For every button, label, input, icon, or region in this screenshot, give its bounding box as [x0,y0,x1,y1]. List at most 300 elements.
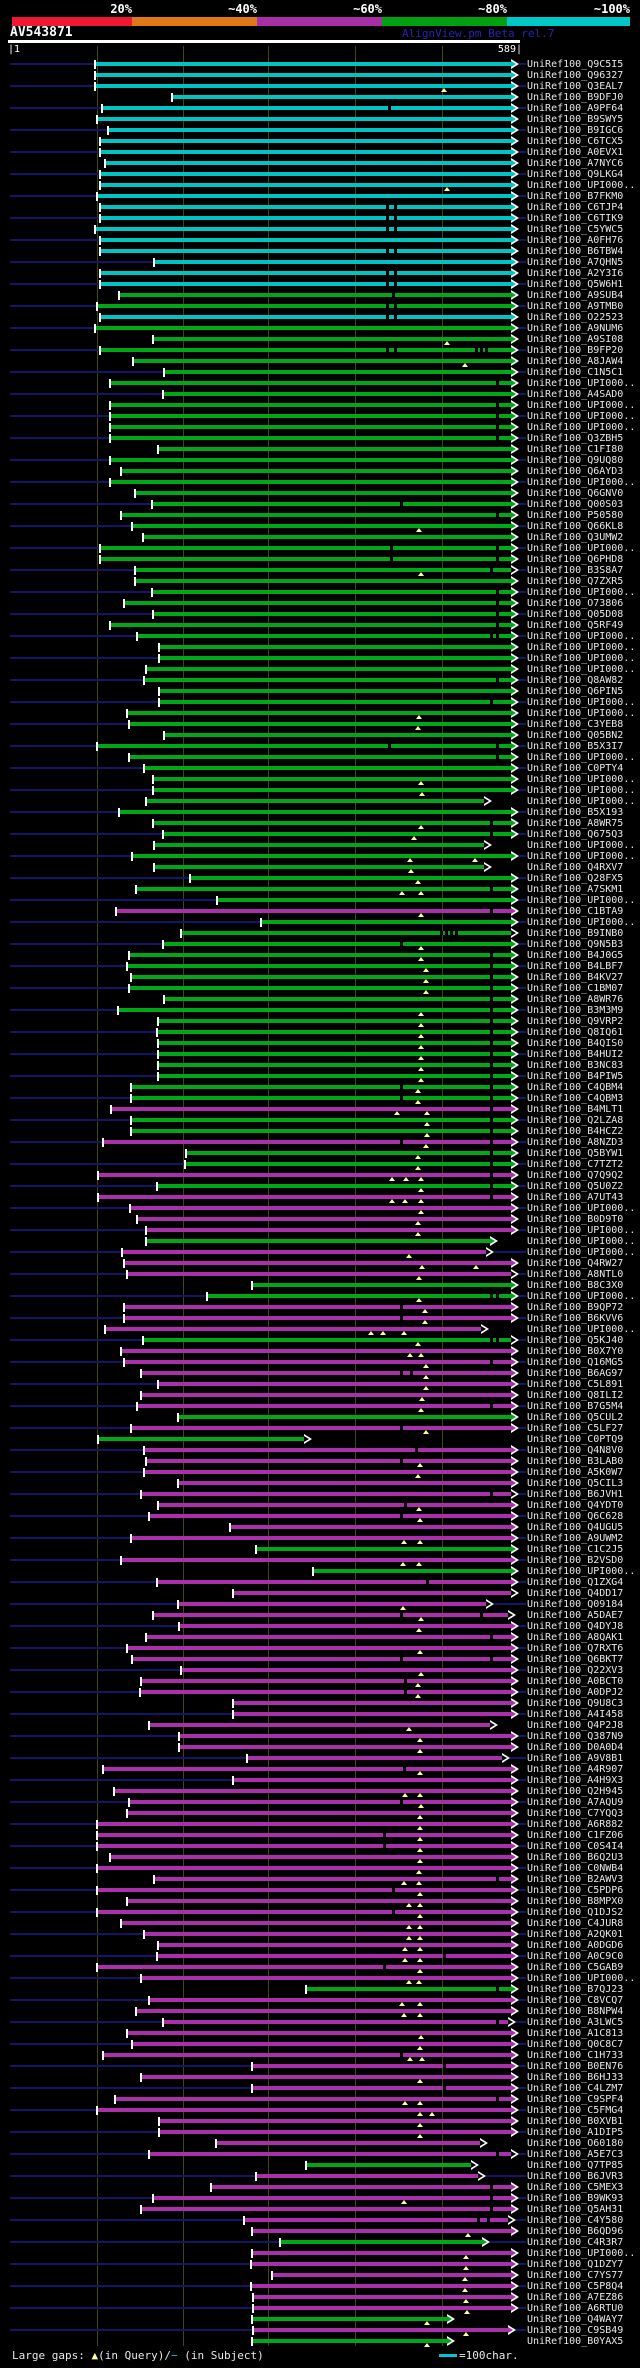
hit-bar[interactable] [158,1503,511,1507]
hit-bar[interactable] [178,1415,511,1419]
hit-label[interactable]: UniRef100_A0DPJ2 [527,1687,624,1698]
hit-bar[interactable] [253,2295,511,2299]
hit-bar[interactable] [95,62,511,66]
hit-bar[interactable] [95,73,511,77]
hit-label[interactable]: UniRef100_B6JVR3 [527,2171,624,2182]
hit-label[interactable]: UniRef100_Q9UQ80 [527,455,624,466]
hit-label[interactable]: UniRef100_B6QD96 [527,2226,624,2237]
hit-label[interactable]: UniRef100_UPI000.. [527,708,636,719]
hit-bar[interactable] [131,1536,511,1540]
hit-bar[interactable] [103,1140,511,1144]
hit-bar[interactable] [103,1767,511,1771]
hit-bar[interactable] [97,1910,511,1914]
hit-label[interactable]: UniRef100_Q1DJS2 [527,1907,624,1918]
hit-label[interactable]: UniRef100_Q4RW27 [527,1258,624,1269]
hit-label[interactable]: UniRef100_B4KV27 [527,972,624,983]
hit-bar[interactable] [149,1723,490,1727]
hit-label[interactable]: UniRef100_Q6PIN5 [527,686,624,697]
hit-bar[interactable] [100,238,511,242]
hit-label[interactable]: UniRef100_B4LBF7 [527,961,624,972]
hit-label[interactable]: UniRef100_Q6GNV0 [527,488,624,499]
hit-bar[interactable] [159,689,511,693]
hit-bar[interactable] [251,2262,511,2266]
hit-label[interactable]: UniRef100_UPI000.. [527,895,636,906]
hit-bar[interactable] [110,425,511,429]
hit-label[interactable]: UniRef100_B5X193 [527,807,624,818]
hit-bar[interactable] [95,227,511,231]
hit-label[interactable]: UniRef100_C9SB49 [527,2325,624,2336]
hit-bar[interactable] [152,590,511,594]
hit-label[interactable]: UniRef100_A6R882 [527,1819,624,1830]
hit-bar[interactable] [129,1800,511,1804]
hit-bar[interactable] [141,2207,511,2211]
hit-bar[interactable] [97,117,511,121]
hit-label[interactable]: UniRef100_Q09184 [527,1599,624,1610]
hit-bar[interactable] [127,2031,511,2035]
hit-bar[interactable] [110,1855,511,1859]
hit-bar[interactable] [247,1756,502,1760]
hit-label[interactable]: UniRef100_B0YAX5 [527,2336,624,2347]
hit-label[interactable]: UniRef100_Q7Q9Q2 [527,1170,624,1181]
hit-bar[interactable] [131,1426,511,1430]
hit-bar[interactable] [158,447,511,451]
hit-label[interactable]: UniRef100_C0NWB4 [527,1863,624,1874]
hit-label[interactable]: UniRef100_Q6BKT7 [527,1654,624,1665]
hit-label[interactable]: UniRef100_UPI000.. [527,840,636,851]
hit-bar[interactable] [159,656,511,660]
hit-label[interactable]: UniRef100_Q7ZXR5 [527,576,624,587]
hit-label[interactable]: UniRef100_A9TMB0 [527,301,624,312]
hit-label[interactable]: UniRef100_Q05D08 [527,609,624,620]
hit-label[interactable]: UniRef100_B0X7Y0 [527,1346,624,1357]
hit-bar[interactable] [154,843,484,847]
hit-bar[interactable] [146,667,511,671]
hit-bar[interactable] [154,260,511,264]
hit-bar[interactable] [157,1030,511,1034]
hit-label[interactable]: UniRef100_B4PIW5 [527,1071,624,1082]
hit-label[interactable]: UniRef100_C0PTY4 [527,763,624,774]
hit-bar[interactable] [261,920,511,924]
hit-bar[interactable] [157,1580,511,1584]
hit-label[interactable]: UniRef100_A0FH76 [527,235,624,246]
hit-bar[interactable] [164,370,511,374]
hit-bar[interactable] [280,2240,482,2244]
hit-bar[interactable] [110,623,511,627]
hit-label[interactable]: UniRef100_A8WR76 [527,994,624,1005]
hit-bar[interactable] [233,1591,511,1595]
hit-label[interactable]: UniRef100_B6AG97 [527,1368,624,1379]
hit-label[interactable]: UniRef100_A9SI08 [527,334,624,345]
hit-label[interactable]: UniRef100_UPI000.. [527,642,636,653]
hit-bar[interactable] [178,1481,511,1485]
hit-bar[interactable] [141,1492,511,1496]
hit-bar[interactable] [97,1833,511,1837]
hit-label[interactable]: UniRef100_C4R3R7 [527,2237,624,2248]
hit-bar[interactable] [127,1811,511,1815]
hit-label[interactable]: UniRef100_B6Q2U3 [527,1852,624,1863]
hit-bar[interactable] [158,1943,511,1947]
hit-bar[interactable] [137,634,511,638]
hit-bar[interactable] [97,1822,511,1826]
hit-label[interactable]: UniRef100_Q5KJ40 [527,1335,624,1346]
hit-label[interactable]: UniRef100_Q675Q3 [527,829,624,840]
hit-label[interactable]: UniRef100_A4H9X3 [527,1775,624,1786]
hit-label[interactable]: UniRef100_UPI000.. [527,1225,636,1236]
hit-bar[interactable] [233,1712,511,1716]
hit-bar[interactable] [116,909,511,913]
hit-label[interactable]: UniRef100_C1FI80 [527,444,624,455]
hit-bar[interactable] [115,2097,511,2101]
hit-label[interactable]: UniRef100_C1H733 [527,2050,624,2061]
hit-label[interactable]: UniRef100_B8C3X0 [527,1280,624,1291]
hit-label[interactable]: UniRef100_Q3EAL7 [527,81,624,92]
hit-bar[interactable] [153,788,511,792]
hit-label[interactable]: UniRef100_A4I458 [527,1709,624,1720]
hit-label[interactable]: UniRef100_UPI000.. [527,1291,636,1302]
hit-bar[interactable] [110,381,511,385]
hit-bar[interactable] [186,1151,511,1155]
hit-label[interactable]: UniRef100_B9DFJ0 [527,92,624,103]
hit-bar[interactable] [143,535,511,539]
hit-bar[interactable] [95,326,511,330]
hit-bar[interactable] [256,1547,511,1551]
hit-label[interactable]: UniRef100_Q5CUL2 [527,1412,624,1423]
hit-label[interactable]: UniRef100_A9UWM2 [527,1533,624,1544]
hit-label[interactable]: UniRef100_UPI000.. [527,400,636,411]
hit-bar[interactable] [313,1569,511,1573]
hit-label[interactable]: UniRef100_UPI000.. [527,796,636,807]
hit-label[interactable]: UniRef100_UPI000.. [527,411,636,422]
hit-bar[interactable] [97,304,511,308]
hit-label[interactable]: UniRef100_Q66KL8 [527,521,624,532]
hit-label[interactable]: UniRef100_B2AWV3 [527,1874,624,1885]
hit-label[interactable]: UniRef100_Q00S03 [527,499,624,510]
hit-bar[interactable] [158,1074,511,1078]
hit-label[interactable]: UniRef100_UPI000.. [527,917,636,928]
hit-bar[interactable] [132,1657,511,1661]
hit-bar[interactable] [153,1613,508,1617]
hit-label[interactable]: UniRef100_C4LZM7 [527,2083,624,2094]
hit-label[interactable]: UniRef100_C5P8Q4 [527,2281,624,2292]
hit-bar[interactable] [185,1162,511,1166]
hit-bar[interactable] [100,315,511,319]
hit-bar[interactable] [153,777,511,781]
hit-label[interactable]: UniRef100_UPI000.. [527,1566,636,1577]
hit-bar[interactable] [130,1206,511,1210]
hit-label[interactable]: UniRef100_A0BCT0 [527,1676,624,1687]
hit-bar[interactable] [136,2009,511,2013]
hit-label[interactable]: UniRef100_Q1DZY7 [527,2259,624,2270]
hit-bar[interactable] [137,1217,511,1221]
hit-bar[interactable] [149,2152,511,2156]
hit-label[interactable]: UniRef100_Q4N8V0 [527,1445,624,1456]
hit-label[interactable]: UniRef100_Q8AW82 [527,675,624,686]
hit-label[interactable]: UniRef100_C5GAB9 [527,1962,624,1973]
hit-bar[interactable] [127,1272,511,1276]
hit-label[interactable]: UniRef100_B6TBW4 [527,246,624,257]
hit-label[interactable]: UniRef100_B9IGC6 [527,125,624,136]
hit-label[interactable]: UniRef100_B4QIS0 [527,1038,624,1049]
hit-label[interactable]: UniRef100_Q6AYD3 [527,466,624,477]
hit-bar[interactable] [121,469,511,473]
hit-label[interactable]: UniRef100_Q0C8C7 [527,2039,624,2050]
hit-label[interactable]: UniRef100_A7UT43 [527,1192,624,1203]
hit-label[interactable]: UniRef100_C1C2J5 [527,1544,624,1555]
hit-label[interactable]: UniRef100_A6RTU0 [527,2303,624,2314]
hit-bar[interactable] [146,1239,490,1243]
hit-label[interactable]: UniRef100_C6TJP4 [527,202,624,213]
hit-label[interactable]: UniRef100_A0DGD6 [527,1940,624,1951]
hit-bar[interactable] [253,2306,511,2310]
hit-label[interactable]: UniRef100_UPI000.. [527,587,636,598]
hit-label[interactable]: UniRef100_Q3UMW2 [527,532,624,543]
hit-bar[interactable] [141,1371,511,1375]
hit-bar[interactable] [132,2042,511,2046]
hit-label[interactable]: UniRef100_B4MLT1 [527,1104,624,1115]
hit-label[interactable]: UniRef100_A8NTL0 [527,1269,624,1280]
hit-label[interactable]: UniRef100_Q387N9 [527,1731,624,1742]
hit-label[interactable]: UniRef100_B3NC83 [527,1060,624,1071]
hit-bar[interactable] [164,997,511,1001]
hit-bar[interactable] [159,700,511,704]
hit-bar[interactable] [256,2174,478,2178]
hit-label[interactable]: UniRef100_B0EN76 [527,2061,624,2072]
hit-bar[interactable] [149,1998,511,2002]
hit-bar[interactable] [158,1019,511,1023]
hit-label[interactable]: UniRef100_UPI000.. [527,477,636,488]
hit-label[interactable]: UniRef100_C3YEB8 [527,719,624,730]
hit-bar[interactable] [233,1778,511,1782]
hit-label[interactable]: UniRef100_C1BTA9 [527,906,624,917]
hit-bar[interactable] [181,1668,511,1672]
hit-bar[interactable] [122,1250,486,1254]
hit-label[interactable]: UniRef100_B7G5M4 [527,1401,624,1412]
hit-bar[interactable] [230,1525,511,1529]
hit-bar[interactable] [105,161,511,165]
hit-label[interactable]: UniRef100_A3LWC5 [527,2017,624,2028]
hit-label[interactable]: UniRef100_B0XVB1 [527,2116,624,2127]
hit-bar[interactable] [252,2339,447,2343]
hit-label[interactable]: UniRef100_A7NYC6 [527,158,624,169]
hit-bar[interactable] [153,612,511,616]
hit-bar[interactable] [119,293,511,297]
hit-bar[interactable] [252,2251,511,2255]
hit-bar[interactable] [141,1679,511,1683]
hit-label[interactable]: UniRef100_Q05BN2 [527,730,624,741]
hit-bar[interactable] [129,953,511,957]
hit-bar[interactable] [97,1888,511,1892]
hit-label[interactable]: UniRef100_B8NPW4 [527,2006,624,2017]
hit-label[interactable]: UniRef100_B3M3M9 [527,1005,624,1016]
hit-label[interactable]: UniRef100_Q1ZXG4 [527,1577,624,1588]
hit-label[interactable]: UniRef100_O73806 [527,598,624,609]
hit-bar[interactable] [158,1041,511,1045]
hit-bar[interactable] [190,876,511,880]
hit-bar[interactable] [135,568,511,572]
hit-bar[interactable] [97,1844,511,1848]
hit-bar[interactable] [131,1085,511,1089]
hit-label[interactable]: UniRef100_Q8ILI2 [527,1390,624,1401]
hit-label[interactable]: UniRef100_UPI000.. [527,543,636,554]
hit-bar[interactable] [129,722,511,726]
hit-label[interactable]: UniRef100_B4J0G5 [527,950,624,961]
hit-label[interactable]: UniRef100_Q2LZA8 [527,1115,624,1126]
hit-label[interactable]: UniRef100_B0D9T0 [527,1214,624,1225]
hit-bar[interactable] [153,2196,511,2200]
hit-bar[interactable] [154,1877,511,1881]
hit-bar[interactable] [158,1063,511,1067]
hit-bar[interactable] [146,1459,511,1463]
hit-bar[interactable] [97,194,511,198]
hit-label[interactable]: UniRef100_B2VSD0 [527,1555,624,1566]
hit-bar[interactable] [137,1404,511,1408]
hit-label[interactable]: UniRef100_A7AQU9 [527,1797,624,1808]
hit-label[interactable]: UniRef100_A9SUB4 [527,290,624,301]
hit-bar[interactable] [133,359,511,363]
hit-label[interactable]: UniRef100_B4HCZ2 [527,1126,624,1137]
hit-bar[interactable] [159,2130,511,2134]
hit-bar[interactable] [132,854,511,858]
hit-label[interactable]: UniRef100_C9SPF4 [527,2094,624,2105]
hit-bar[interactable] [100,249,511,253]
hit-bar[interactable] [121,1921,511,1925]
hit-bar[interactable] [179,1624,511,1628]
hit-bar[interactable] [105,1327,481,1331]
hit-label[interactable]: UniRef100_C7YQQ3 [527,1808,624,1819]
hit-label[interactable]: UniRef100_A0C9C0 [527,1951,624,1962]
hit-bar[interactable] [110,458,511,462]
hit-bar[interactable] [100,172,511,176]
hit-label[interactable]: UniRef100_Q4WAY7 [527,2314,624,2325]
hit-bar[interactable] [143,1338,511,1342]
hit-label[interactable]: UniRef100_C1FZ06 [527,1830,624,1841]
hit-label[interactable]: UniRef100_UPI000.. [527,697,636,708]
hit-label[interactable]: UniRef100_A5E7C3 [527,2149,624,2160]
hit-label[interactable]: UniRef100_A4R907 [527,1764,624,1775]
hit-label[interactable]: UniRef100_Q5CIL3 [527,1478,624,1489]
hit-bar[interactable] [251,2284,511,2288]
hit-bar[interactable] [110,403,511,407]
hit-label[interactable]: UniRef100_B6KVV6 [527,1313,624,1324]
hit-label[interactable]: UniRef100_UPI000.. [527,1203,636,1214]
hit-bar[interactable] [124,1316,511,1320]
hit-bar[interactable] [98,1195,511,1199]
hit-label[interactable]: UniRef100_A8WR75 [527,818,624,829]
hit-label[interactable]: UniRef100_C7YS77 [527,2270,624,2281]
hit-bar[interactable] [141,1393,511,1397]
hit-label[interactable]: UniRef100_UPI000.. [527,1973,636,1984]
hit-bar[interactable] [233,1701,511,1705]
hit-bar[interactable] [124,1261,511,1265]
hit-label[interactable]: UniRef100_C1N5C1 [527,367,624,378]
hit-label[interactable]: UniRef100_Q5BYW1 [527,1148,624,1159]
hit-bar[interactable] [144,766,511,770]
hit-label[interactable]: UniRef100_UPI000.. [527,1247,636,1258]
hit-bar[interactable] [97,1965,511,1969]
hit-label[interactable]: UniRef100_B9FP20 [527,345,624,356]
hit-label[interactable]: UniRef100_Q16MG5 [527,1357,624,1368]
hit-label[interactable]: UniRef100_UPI000.. [527,752,636,763]
hit-label[interactable]: UniRef100_Q9N5B3 [527,939,624,950]
hit-label[interactable]: UniRef100_B9SWY5 [527,114,624,125]
hit-label[interactable]: UniRef100_C4QBM3 [527,1093,624,1104]
hit-label[interactable]: UniRef100_A5DAE7 [527,1610,624,1621]
hit-label[interactable]: UniRef100_Q4RXV7 [527,862,624,873]
hit-label[interactable]: UniRef100_C1BM07 [527,983,624,994]
hit-bar[interactable] [131,1129,511,1133]
hit-label[interactable]: UniRef100_Q5U0Z2 [527,1181,624,1192]
hit-bar[interactable] [164,733,511,737]
hit-bar[interactable] [131,975,511,979]
hit-bar[interactable] [100,205,511,209]
hit-label[interactable]: UniRef100_C6TIK9 [527,213,624,224]
hit-bar[interactable] [110,414,511,418]
hit-bar[interactable] [163,942,511,946]
hit-bar[interactable] [306,1987,511,1991]
hit-bar[interactable] [152,502,511,506]
hit-bar[interactable] [127,964,511,968]
hit-label[interactable]: UniRef100_B3S8A7 [527,565,624,576]
hit-bar[interactable] [127,1646,511,1650]
hit-label[interactable]: UniRef100_B9WK93 [527,2193,624,2204]
hit-label[interactable]: UniRef100_C5MEX3 [527,2182,624,2193]
hit-bar[interactable] [144,1448,511,1452]
hit-label[interactable]: UniRef100_UPI000.. [527,785,636,796]
hit-label[interactable]: UniRef100_B6JVH1 [527,1489,624,1500]
hit-label[interactable]: UniRef100_C6TCX5 [527,136,624,147]
hit-label[interactable]: UniRef100_Q9LKG4 [527,169,624,180]
hit-label[interactable]: UniRef100_A8QAK1 [527,1632,624,1643]
hit-label[interactable]: UniRef100_A2QK01 [527,1929,624,1940]
hit-bar[interactable] [100,139,511,143]
hit-label[interactable]: UniRef100_C5PDP6 [527,1885,624,1896]
hit-label[interactable]: UniRef100_C7TZT2 [527,1159,624,1170]
hit-bar[interactable] [146,799,484,803]
hit-label[interactable]: UniRef100_B9QP72 [527,1302,624,1313]
hit-bar[interactable] [153,337,511,341]
hit-label[interactable]: UniRef100_A1C813 [527,2028,624,2039]
hit-bar[interactable] [179,1745,511,1749]
hit-label[interactable]: UniRef100_C5YWC5 [527,224,624,235]
hit-bar[interactable] [158,1052,511,1056]
hit-bar[interactable] [140,1690,511,1694]
hit-label[interactable]: UniRef100_O60180 [527,2138,624,2149]
hit-label[interactable]: UniRef100_C5LF27 [527,1423,624,1434]
hit-bar[interactable] [121,513,511,517]
hit-bar[interactable] [144,678,511,682]
hit-label[interactable]: UniRef100_Q5AH31 [527,2204,624,2215]
hit-bar[interactable] [127,1899,511,1903]
hit-bar[interactable] [100,348,511,352]
hit-bar[interactable] [157,1184,511,1188]
hit-bar[interactable] [100,216,511,220]
hit-label[interactable]: UniRef100_Q9U8C3 [527,1698,624,1709]
hit-bar[interactable] [124,601,511,605]
hit-bar[interactable] [110,480,511,484]
hit-label[interactable]: UniRef100_C4Y580 [527,2215,624,2226]
hit-bar[interactable] [153,821,511,825]
hit-bar[interactable] [172,95,511,99]
hit-label[interactable]: UniRef100_C5FMG4 [527,2105,624,2116]
hit-bar[interactable] [129,986,511,990]
hit-bar[interactable] [154,865,484,869]
hit-label[interactable]: UniRef100_A9PF64 [527,103,624,114]
hit-bar[interactable] [100,282,511,286]
hit-label[interactable]: UniRef100_C4QBM4 [527,1082,624,1093]
hit-bar[interactable] [124,1360,511,1364]
hit-bar[interactable] [253,2328,508,2332]
hit-label[interactable]: UniRef100_B7FKM0 [527,191,624,202]
